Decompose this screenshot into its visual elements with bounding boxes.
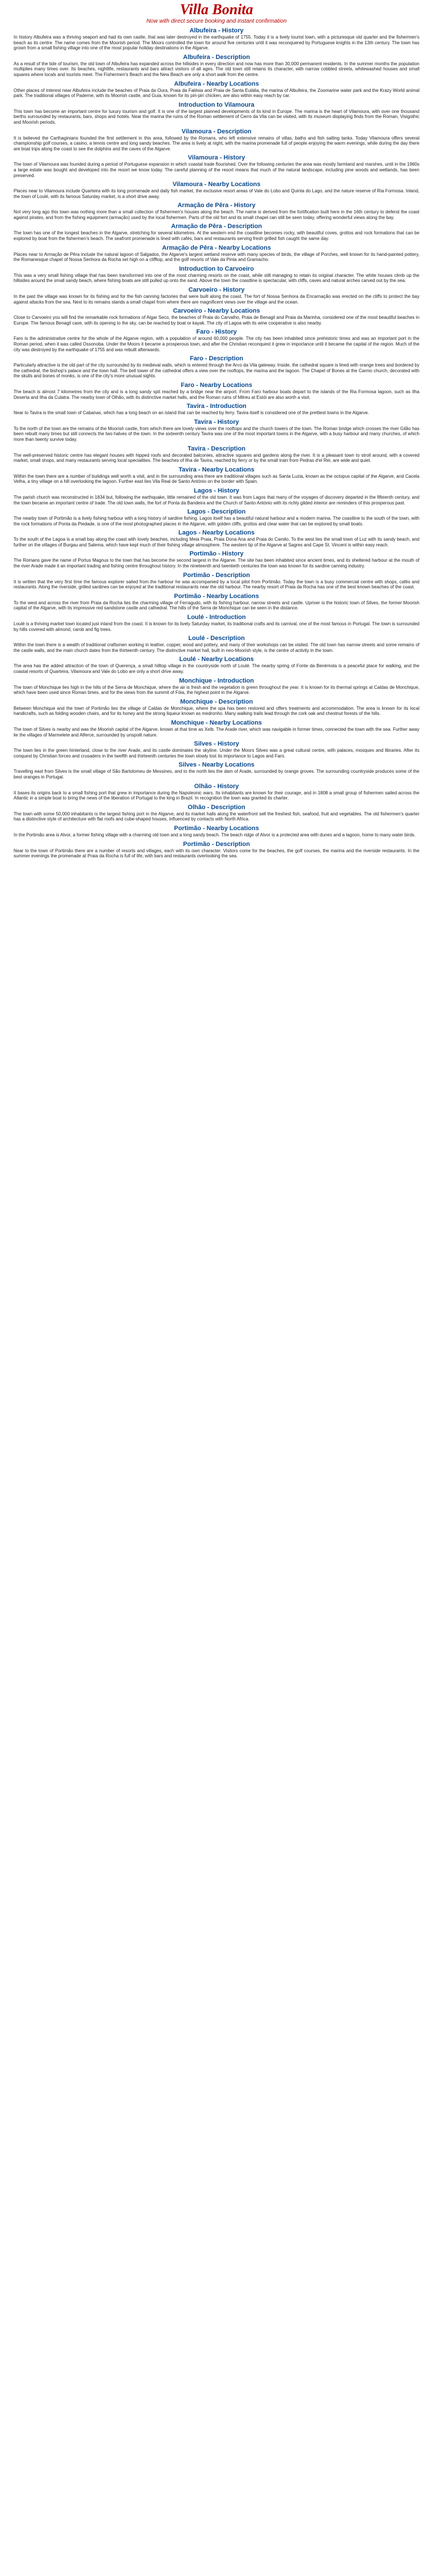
section-body: Near to Tavira is the small town of Cabanas, which has a long beach on an island that can be reached by ferry. Tavira itself is considered one of the prettiest towns in the Algarve. [14,410,370,416]
section-body: The town has one of the longest beaches in the Algarve, stretching for several kilometres. At the western end the coastline becomes rocky, with beautiful coves, grottos and rock formations that can be explored by boat from the fishermen's beach. The seafront promenade is lined with cafés, bars and restaurants serving fresh grilled fish caught the same day. [14,230,419,242]
section-body: The town of Monchique lies high in the hills of the Serra de Monchique, where the air is fresh and the vegetation is green throughout the year. It is known for its thermal springs at Caldas de Monchique, which have been used since Roman times, and for the views from the summit of Fóia, the highest point in the Algarve. [14,684,419,696]
section-title: Portimão - Description [183,840,250,848]
section-title: Vilamoura - History [188,154,245,162]
section-body: Places near to Armação de Pêra include the natural lagoon of Salgados, the Algarve's largest wetland reserve with many species of birds, the village of Porches, well known for its hand-painted pottery, the Romanesque chapel of Nossa Senhora da Rocha set high on a clifftop, and the golf resorts of Vale da Pinta and Gramacho. [14,251,419,263]
section-body: Travelling east from Silves is the small village of São Bartolomeu de Messines, and to the north lies the dam of Arade, surrounded by orange groves. The surrounding countryside produces some of the best oranges in Portugal. [14,769,419,780]
section-body: In the Portimão area is Alvor, a former fishing village with a charming old town and a long sandy beach. The beach ridge of Alvor is a protected area with dunes and a lagoon, home to many water birds. [14,832,416,837]
section-title: Faro - Nearby Locations [181,381,252,389]
section-title: Olhão - History [194,782,239,790]
section-body: Loulé is a thriving market town located just inland from the coast. It is known for its lively Saturday market, its traditional crafts and its carnival, one of the most famous in Portugal. The town is surrounded by hills covered with almond, carob and fig trees. [14,621,419,632]
content [14,27,419,859]
section-title: Silves - History [194,740,239,748]
section-title: Loulé - Introduction [187,614,246,621]
section-title: Lagos - Nearby Locations [178,529,255,537]
section-body: Within the town there are a number of buildings well worth a visit, and in the surrounding area there are traditional villages such as Santa Luzia, known as the octopus capital of the Algarve, and Cacela Velha, a tiny village on a hill overlooking the lagoon. Further east lies Vila Real de Santo António on the border with Spain. [14,473,419,485]
section-body: Not very long ago this town was nothing more than a small collection of fishermen's houses along the beach. The name is derived from the fortification built here in the 16th century to defend the coast against pirates, and from the fishing equipment (armação) used by the local fishermen. Parts of the old fort and its small chapel can still be seen today, offering wonderful views along the bay. [14,209,419,220]
section-title: Armação de Pêra - Description [171,223,262,230]
section-title: Portimão - Description [183,571,250,579]
section-body: To the north of the town are the remains of the Moorish castle, from which there are lovely views over the rooftops and the church towers of the town. The Roman bridge which crosses the river Gilão has been rebuilt many times but still connects the two halves of the town. In the sixteenth century Tavira was one of the most important towns in the Algarve, with a busy harbour and many churches, of which more than twenty survive today. [14,426,419,442]
section-body: It is written that the very first time the famous explorer sailed from the harbour he was accompanied by a local pilot from Portimão. Today the town is a busy commercial centre with shops, cafés and restaurants. Along the riverside, grilled sardines can be enjoyed at the traditional restaurants near the old harbour. The nearby resort of Praia da Rocha has one of the best known beaches of the coast. [14,579,419,590]
section-title: Olhão - Description [188,803,245,811]
section-title: Monchique - Introduction [179,677,254,684]
section-title: Loulé - Nearby Locations [179,656,254,663]
section-body: The parish church was reconstructed in 1834 but, following the earthquake, little remained of the old town. It was from Lagos that many of the voyages of discovery departed in the fifteenth century, and the town became an important centre of trade. The old town walls, the fort of Ponta da Bandeira and the Church of Santo António with its richly gilded interior are reminders of this prosperous past. [14,494,419,506]
section-body: Other places of interest near Albufeira include the beaches of Praia da Oura, Praia da Falésia and Praia de Santa Eulália, the marina of Albufeira, the Zoomarine water park and the Krazy World animal park. The traditional villages of Paderne, with its Moorish castle, and Guia, known for its piri-piri chicken, are also within easy reach by car. [14,87,419,99]
section-title: Loulé - Description [188,635,245,642]
section-title: Monchique - Description [180,698,253,705]
section-body: Faro is the administrative centre for the whole of the Algarve region, with a population of around 60,000 people. The city has been inhabited since prehistoric times and was an important port in the Roman period, when it was called Ossonoba. Under the Moors it became a prosperous town, and after the Christian reconquest it grew in importance until it became the capital of the region. Much of the city was destroyed by the earthquake of 1755 and was rebuilt afterwards. [14,336,419,352]
section-body: To the west and across the river from Praia da Rocha lies the charming village of Ferragudo, with its fishing harbour, narrow streets and castle. Upriver is the historic town of Silves, the former Moorish capital of the Algarve, with its impressive red sandstone castle and cathedral. The hills of the Serra de Monchique can be seen in the distance. [14,600,419,611]
site-title: Villa Bonita [180,1,253,18]
section-body: The town of Silves is nearby and was the Moorish capital of the Algarve, known at that time as Xelb. The Arade river, which was navigable in former times, connected the town with the sea. Further away lie the villages of Marmelete and Alferce, surrounded by unspoilt nature. [14,726,419,738]
section-body: The beach is almost 7 kilometres from the city and is a long sandy spit reached by a bridge near the airport. From Faro harbour boats depart to the islands of the Ria Formosa lagoon, such as Ilha Deserta and Ilha da Culatra. The nearby town of Olhão, with its distinctive market halls, and the Roman ruins of Milreu at Estói are also worth a visit. [14,389,419,400]
section-body: Near to the town of Portimão there are a number of resorts and villages, each with its own character. Visitors come for the beaches, the golf courses, the marina and the riverside restaurants. In the summer evenings the promenade at Praia da Rocha is full of life, with bars and restaurants overlooking the sea. [14,848,419,859]
section-body: In the past the village was known for its fishing and for the fish canning factories that were built along the coast. The fort of Nossa Senhora da Encarnação was erected on the cliffs to protect the bay against attacks from the sea. Next to its remains stands a small chapel from where there are magnificent views over the village and the ocean. [14,294,419,305]
section-title: Albufeira - History [189,27,244,34]
section-title: Tavira - Introduction [186,403,247,410]
section-title: Carvoeiro - History [188,287,245,294]
section-body: The town of Vilamoura was founded during a period of Portuguese expansion in which coastal trade flourished. Over the following centuries the area was mostly farmland and marshes, until in the 1960s a large estate was bought and developed into the resort we know today. The careful planning of the resort means that much of the natural landscape, including pine woods and wetlands, has been preserved. [14,162,419,178]
section-title: Faro - Description [189,355,244,363]
section-body: The Romans gave the name of Portus Magnus to the town that has become the second largest in the Algarve. The site has been inhabited since ancient times, and its sheltered harbour at the mouth of the river Arade made it an important trading and fishing centre throughout history. In the nineteenth and twentieth centuries the town was known for its sardine canning industry. [14,558,419,569]
section-body: Within the town there is a wealth of traditional craftsmen working in leather, copper, wood and pottery, and many of their workshops can be visited. The old town has narrow streets and some remains of the castle walls, and the main church dates from the thirteenth century. The distinctive market hall, built in neo-Moorish style, is the centre of activity in the town. [14,642,419,653]
section-title: Vilamoura - Description [181,128,252,135]
section-title: Monchique - Nearby Locations [171,719,262,726]
section-title: Lagos - Description [187,508,246,516]
section-title: Introduction to Vilamoura [179,101,254,108]
section-title: Tavira - History [194,418,239,426]
section-body: In history Albufeira was a thriving seaport and had its own castle, that was later destroyed in the earthquake of 1755. Today it is a lively tourist town, with a picturesque old quarter and the fishermen's beach as its centre. The name comes from the Moorish period. The Moors controlled the town for around five centuries until it was reconquered by Portuguese knights in the 13th century. The town has grown from a small fishing village into one of the most popular holiday destinations in the Algarve. [14,35,419,51]
section-body: Close to Carvoeiro you will find the remarkable rock formations of Algar Seco, the beaches of Praia do Carvalho, Praia de Benagil and Praia da Marinha, considered one of the most beautiful beaches in Europe. The famous Benagil cave, with its opening to the sky, can be reached by boat or kayak. The city of Lagoa with its wine cooperative is also nearby. [14,315,419,326]
section-body: The town with some 50,000 inhabitants is the largest fishing port in the Algarve, and its market halls along the waterfront sell the freshest fish, seafood, fruit and vegetables. The old fishermen's quarter has a distinctive style of architecture with flat roofs and cube-shaped houses, influenced by contacts with North Africa. [14,811,419,822]
section-body: Particularly attractive is the old part of the city surrounded by its medieval walls, which is entered through the Arco da Vila gateway. Inside, the cathedral square is lined with orange trees and bordered by the cathedral, the bishop's palace and the town hall. The bell tower of the cathedral offers a view over the rooftops, the marina and the lagoon. The Chapel of Bones at the Carmo church, decorated with the skulls and bones of monks, is one of the city's more unusual sights. [14,363,419,379]
section-body: To the south of the Lagoa is a small bay along the coast with lovely beaches, including Meia Praia, Praia Dona Ana and Praia do Camilo. To the west lies the small town of Luz with its sandy beach, and further on the villages of Burgau and Salema, which have kept much of their fishing village atmosphere. The western tip of the Algarve at Sagres and Cape St. Vincent is within easy reach. [14,537,419,548]
section-title: Albufeira - Nearby Locations [174,80,259,87]
section-title: Silves - Nearby Locations [179,761,254,769]
section-body: The town lies in the green hinterland, close to the river Arade, and its castle dominates the skyline. Under the Moors Silves was a great cultural centre, with palaces, mosques and libraries. After its conquest by Christian forces and crusaders in the twelfth and thirteenth centuries the town slowly lost its importance to Lagos and Faro. [14,748,419,759]
section-body: The well-preserved historic centre has elegant houses with hipped roofs and decorated balconies, attractive squares and gardens along the river. It is a pleasant town to stroll around, with a covered market, small shops, and many restaurants serving local specialities. The beaches of Ilha de Tavira, reached by ferry or by the small train from Pedras d'el Rei, are wide and quiet. [14,452,419,464]
section-title: Armação de Pêra - History [177,202,256,209]
site-subtitle: Now with direct secure booking and instant confirmation [146,18,287,24]
section-title: Vilamoura - Nearby Locations [172,181,261,188]
section-title: Carvoeiro - Nearby Locations [173,308,260,315]
section-body: Places near to Vilamoura include Quarteira with its long promenade and daily fish market, the exclusive resort areas of Vale do Lobo and Quinta do Lago, and the nature reserve of Ria Formosa. Inland, the town of Loulé, with its famous Saturday market, is a short drive away. [14,188,419,199]
section-body: Between Monchique and the town of Portimão lies the village of Caldas de Monchique, where the spa has been restored and offers treatments and accommodation. The area is known for its local handicrafts, such as folding wooden chairs, and for its honey and the strong liqueur known as medronho. Many walking trails lead through the cork oak and chestnut forests of the hills. [14,705,419,717]
page [14,0,419,859]
section-title: Portimão - History [189,550,244,558]
section-body: As a result of the tide of tourism, the old town of Albufeira has expanded across the hillsides in every direction and now has more than 30,000 permanent residents. In the summer months the population multiplies many times over. Its beaches, nightlife, restaurants and bars attract visitors of all ages. The old town still retains its character, with narrow cobbled streets, whitewashed houses and small squares where locals and tourists meet. The Fishermen's Beach and the New Beach are only a short walk from the centre. [14,61,419,77]
section-body: The area has the added attraction of the town of Querença, a small hilltop village in the countryside north of Loulé. The nearby spring of Fonte da Benémola is a peaceful place for walking, and the coastal resorts of Quarteira, Vilamoura and Vale do Lobo are only a short drive away. [14,663,419,674]
section-body: This was a very small fishing village that has been transformed into one of the most charming resorts on the coast, while still managing to retain its original character. The white houses climb up the hillsides around the small sandy beach, where fishing boats are still pulled up onto the sand. Above the town the coastline is spectacular, with cliffs, caves and natural arches carved out by the sea. [14,272,419,284]
section-title: Portimão - Nearby Locations [174,592,259,600]
section-title: Portimão - Nearby Locations [174,824,259,832]
section-body: It is believed the Carthaginians founded the first settlement in this area, followed by the Romans, who left extensive remains of villas, baths and fish salting tanks. Today Vilamoura offers several championship golf courses, a casino, a tennis centre and long sandy beaches. The area is lively at night, with the marina promenade full of people enjoying the warm evenings, while during the day there are boat trips along the coast to see the dolphins and the caves of the Algarve. [14,135,419,151]
section-body: It bases its origins back to a small fishing port that grew in importance during the Napoleonic wars. Its inhabitants are known for their courage, and in 1808 a small group of fishermen sailed across the Atlantic in a simple boat to bring the news of the liberation of Portugal to the king in Brazil. In recognition the town was granted its charter. [14,790,419,801]
section-title: Lagos - History [193,487,240,494]
section-title: Tavira - Nearby Locations [179,466,254,473]
section-body: The nearby town of Portimão is a lively fishing harbour with a long history of sardine fishing. Lagos itself has a beautiful natural harbour and a modern marina. The coastline to the south of the town, with the rock formations of Ponta da Piedade, is one of the most photographed places in the Algarve, with golden cliffs, grottos and clear water that can be explored by small boats. [14,516,419,527]
section-title: Faro - History [196,329,237,336]
section-title: Tavira - Description [188,445,245,452]
section-title: Albufeira - Description [183,53,250,61]
section-title: Armação de Pêra - Nearby Locations [162,244,271,251]
section-title: Introduction to Carvoeiro [179,265,254,272]
section-body: This town has become an important centre for luxury tourism and golf. It is one of the largest planned developments of its kind in Europe. The marina is the heart of Vilamoura, with over one thousand berths surrounded by restaurants, bars, shops and hotels. Near the marina the ruins of the Roman settlement of Cerro da Vila can be visited, with its museum displaying finds from the Roman, Visigothic and Moorish periods. [14,108,419,125]
